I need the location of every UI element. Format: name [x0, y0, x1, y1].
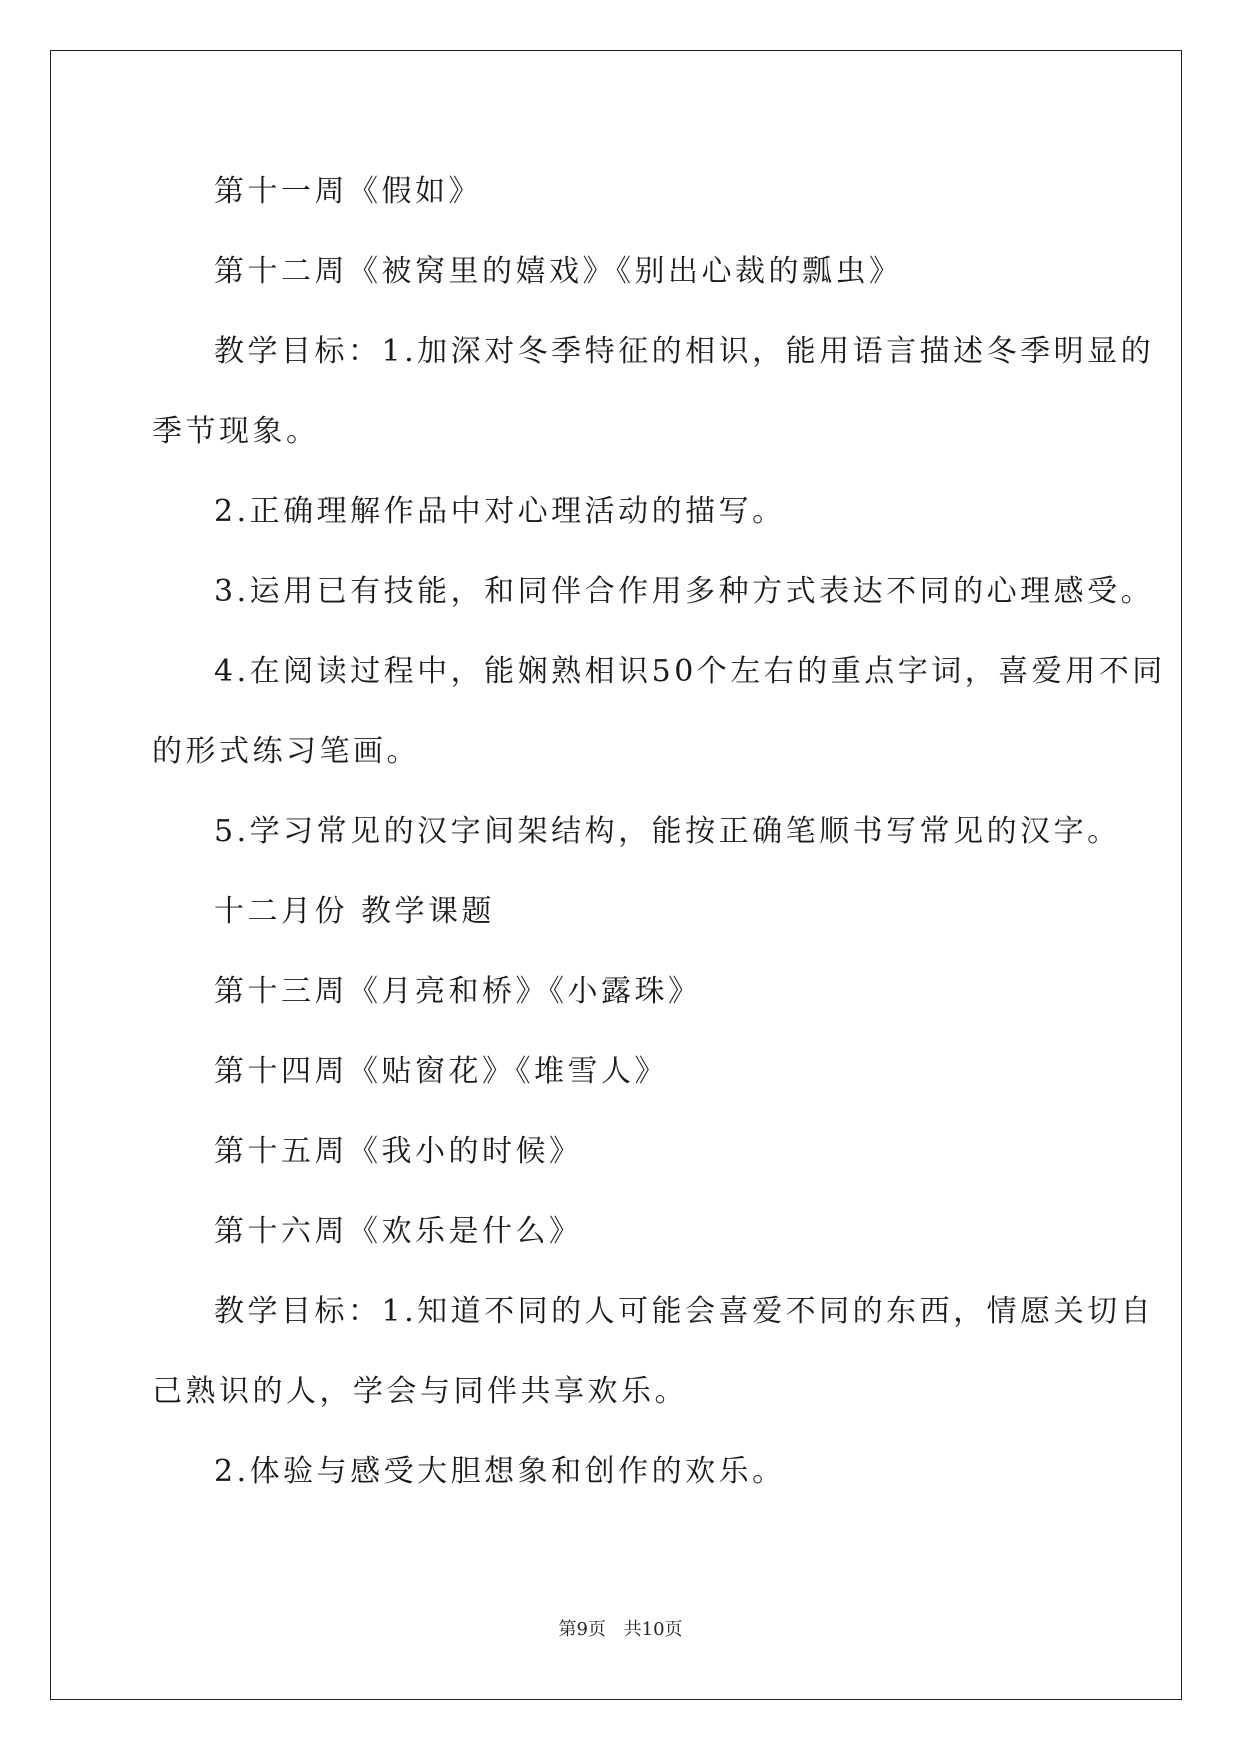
paragraph-line: 第十五周《我小的时候》	[214, 1134, 583, 1169]
paragraph-line: 第十三周《月亮和桥》《小露珠》	[214, 974, 702, 1009]
page-total: 共10页	[623, 1619, 683, 1640]
paragraph-line: 第十一周《假如》	[214, 174, 482, 209]
section-heading: 十二月份 教学课题	[214, 894, 496, 929]
paragraph-line: 4.在阅读过程中，能娴熟相识50个左右的重点字词，喜爱用不同	[214, 654, 1166, 689]
paragraph-line: 5.学习常见的汉字间架结构，能按正确笔顺书写常见的汉字。	[214, 814, 1121, 849]
paragraph-line: 第十二周《被窝里的嬉戏》《别出心裁的瓢虫》	[214, 254, 903, 289]
paragraph-line: 第十六周《欢乐是什么》	[214, 1214, 583, 1249]
paragraph-line: 己熟识的人，学会与同伴共享欢乐。	[152, 1374, 688, 1409]
paragraph-line: 2.体验与感受大胆想象和创作的欢乐。	[214, 1454, 786, 1489]
paragraph-line: 的形式练习笔画。	[152, 734, 420, 769]
page-footer	[0, 1618, 1241, 1642]
paragraph-line: 2.正确理解作品中对心理活动的描写。	[214, 494, 786, 529]
paragraph-line: 教学目标：1.知道不同的人可能会喜爱不同的东西，情愿关切自	[214, 1294, 1155, 1329]
paragraph-line: 第十四周《贴窗花》《堆雪人》	[214, 1054, 668, 1089]
paragraph-line: 3.运用已有技能，和同伴合作用多种方式表达不同的心理感受。	[214, 574, 1155, 609]
paragraph-line: 教学目标：1.加深对冬季特征的相识，能用语言描述冬季明显的	[214, 334, 1155, 369]
paragraph-line: 季节现象。	[152, 414, 320, 449]
page-number: 第9页	[558, 1619, 606, 1640]
